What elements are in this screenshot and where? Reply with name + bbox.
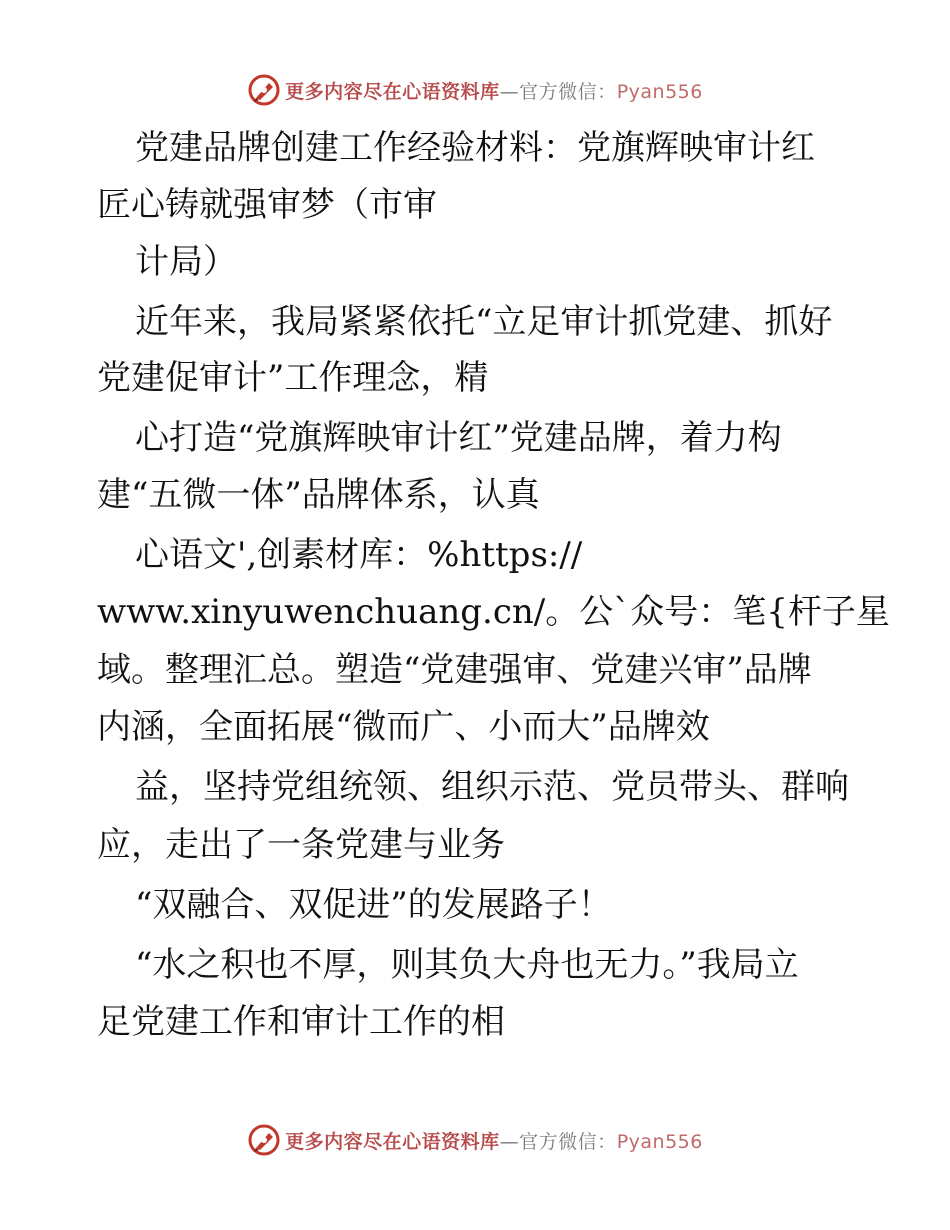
pen-logo-icon [247,1123,281,1157]
banner-wechat-label: —官方微信： [499,80,617,103]
text-line: www.xinyuwenchuang.cn/。公`众号：笔{杆子星 [97,592,890,632]
banner-wechat-label: —官方微信： [499,1130,617,1153]
text-line: 建“五微一体”品牌体系，认真 [97,475,540,515]
text-line: 域。整理汇总。塑造“党建强审、党建兴审”品牌 [97,650,812,690]
footer-banner [0,1120,950,1160]
banner-text [285,77,703,104]
banner-site-name: 更多内容尽在心语资料库 [285,1130,500,1153]
text-line: 益，坚持党组统领、组织示范、党员带头、群响 [135,767,849,807]
text-line: 心打造“党旗辉映审计红”党建品牌，着力构 [135,418,782,458]
text-line: 党建促审计”工作理念，精 [97,358,489,398]
banner-wechat-id: Pyan556 [616,80,703,103]
text-line: “水之积也不厚，则其负大舟也无力。”我局立 [135,945,799,985]
header-banner [0,70,950,110]
text-line: 内涵，全面拓展“微而广、小而大”品牌效 [97,707,710,747]
title-line: 计局） [135,242,237,282]
title-line: 匠心铸就强审梦（市审 [97,185,437,225]
banner-site-name: 更多内容尽在心语资料库 [285,80,500,103]
text-line: 心语文',创素材库：%https:// [135,535,583,575]
pen-logo-icon [247,73,281,107]
banner-wechat-id: Pyan556 [616,1130,703,1153]
text-line: “双融合、双促进”的发展路子！ [135,885,612,925]
text-line: 足党建工作和审计工作的相 [97,1002,505,1042]
title-line: 党建品牌创建工作经验材料：党旗辉映审计红 [135,128,815,168]
banner-text [285,1127,703,1154]
text-line: 近年来，我局紧紧依托“立足审计抓党建、抓好 [135,302,833,342]
text-line: 应，走出了一条党建与业务 [97,825,505,865]
